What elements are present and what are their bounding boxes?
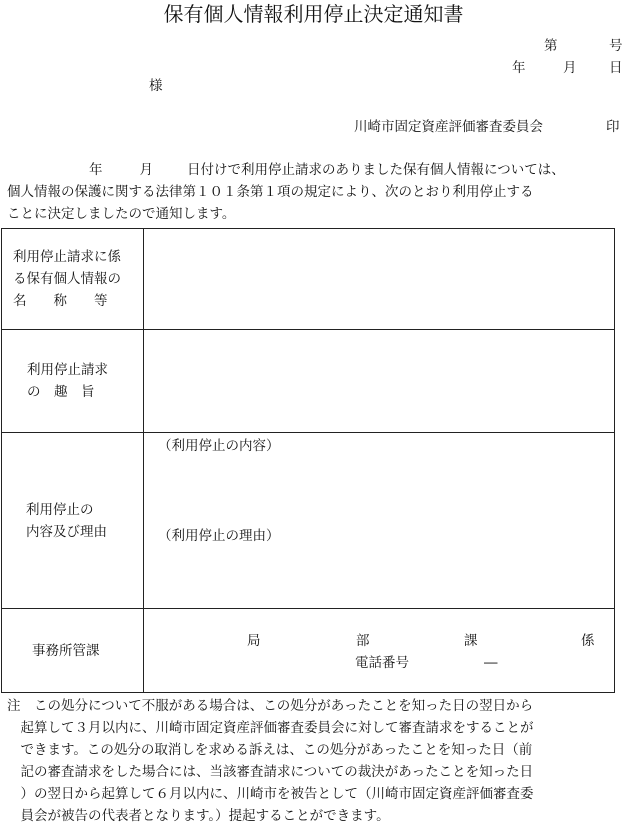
date-day: 日 — [609, 60, 623, 76]
phone-label: 電話番号 — [355, 655, 409, 671]
decision-table — [1, 228, 615, 693]
addressee-sama: 様 — [149, 78, 163, 94]
label-target-info-line-2: る保有個人情報の — [13, 271, 121, 287]
issuer-name: 川崎市固定資産評価審査委員会 — [354, 119, 543, 135]
label-request-purpose-line-2: の 趣 旨 — [27, 384, 95, 400]
appeal-note — [7, 695, 622, 827]
dept-kakari: 係 — [581, 633, 595, 649]
value-department — [144, 609, 615, 693]
dept-bu: 部 — [356, 633, 370, 649]
dept-kyoku: 局 — [247, 633, 261, 649]
paragraph-line-1-rest: 日付けで利用停止請求のありました保有個人情報については、 — [187, 162, 565, 178]
paragraph-line-1 — [7, 159, 622, 181]
value-content-reason — [144, 433, 615, 609]
stop-content-label: （利用停止の内容） — [158, 438, 280, 454]
phone-dash: ― — [484, 655, 498, 671]
seal-mark: 印 — [606, 119, 620, 135]
dept-ka: 課 — [464, 633, 478, 649]
label-target-info-line-1: 利用停止請求に係 — [13, 249, 121, 265]
table-row-request-purpose — [2, 330, 615, 433]
value-target-info — [144, 229, 615, 330]
document-title: 保有個人情報利用停止決定通知書 — [163, 2, 464, 26]
number-dai: 第 — [544, 38, 558, 54]
paragraph-month: 月 — [139, 162, 153, 178]
table-row-target-info — [2, 229, 615, 330]
paragraph-line-2: 個人情報の保護に関する法律第１０１条第１項の規定により、次のとおり利用停止する — [7, 184, 534, 200]
table-row-department — [2, 609, 615, 693]
note-line-1: 注 この処分について不服がある場合は、この処分があったことを知った日の翌日から — [7, 698, 534, 714]
label-content-reason-line-2: 内容及び理由 — [26, 523, 107, 540]
label-target-info-line-3: 名 称 等 — [13, 293, 108, 309]
paragraph-year: 年 — [89, 162, 103, 178]
label-request-purpose — [2, 330, 144, 433]
label-target-info — [2, 229, 144, 330]
label-content-reason-line-1: 利用停止の — [26, 501, 94, 518]
paragraph-line-3: ことに決定しましたので通知します。 — [7, 206, 236, 222]
note-line-2: 起算して３月以内に、川崎市固定資産評価審査委員会に対して審査請求をすることが — [7, 720, 534, 736]
label-request-purpose-line-1: 利用停止請求 — [27, 362, 108, 378]
label-department-text: 事務所管課 — [32, 642, 100, 659]
note-line-4: 記の審査請求をした場合には、当該審査請求についての裁決があったことを知った日 — [7, 764, 534, 780]
table-row-content-reason — [2, 433, 615, 609]
stop-reason-label: （利用停止の理由） — [158, 528, 280, 544]
number-go: 号 — [609, 38, 623, 54]
label-content-reason — [2, 433, 144, 609]
note-line-6: 員会が被告の代表者となります。）提起することができます。 — [7, 808, 390, 824]
label-department — [2, 609, 144, 693]
notice-paragraph — [7, 159, 622, 225]
note-line-5: ）の翌日から起算して６月以内に、川崎市を被告として（川崎市固定資産評価審査委 — [7, 786, 534, 802]
date-month: 月 — [563, 60, 577, 76]
value-request-purpose — [144, 330, 615, 433]
date-year: 年 — [512, 60, 526, 76]
note-line-3: できます。この処分の取消しを求める訴えは、この処分があったことを知った日（前 — [7, 742, 533, 758]
